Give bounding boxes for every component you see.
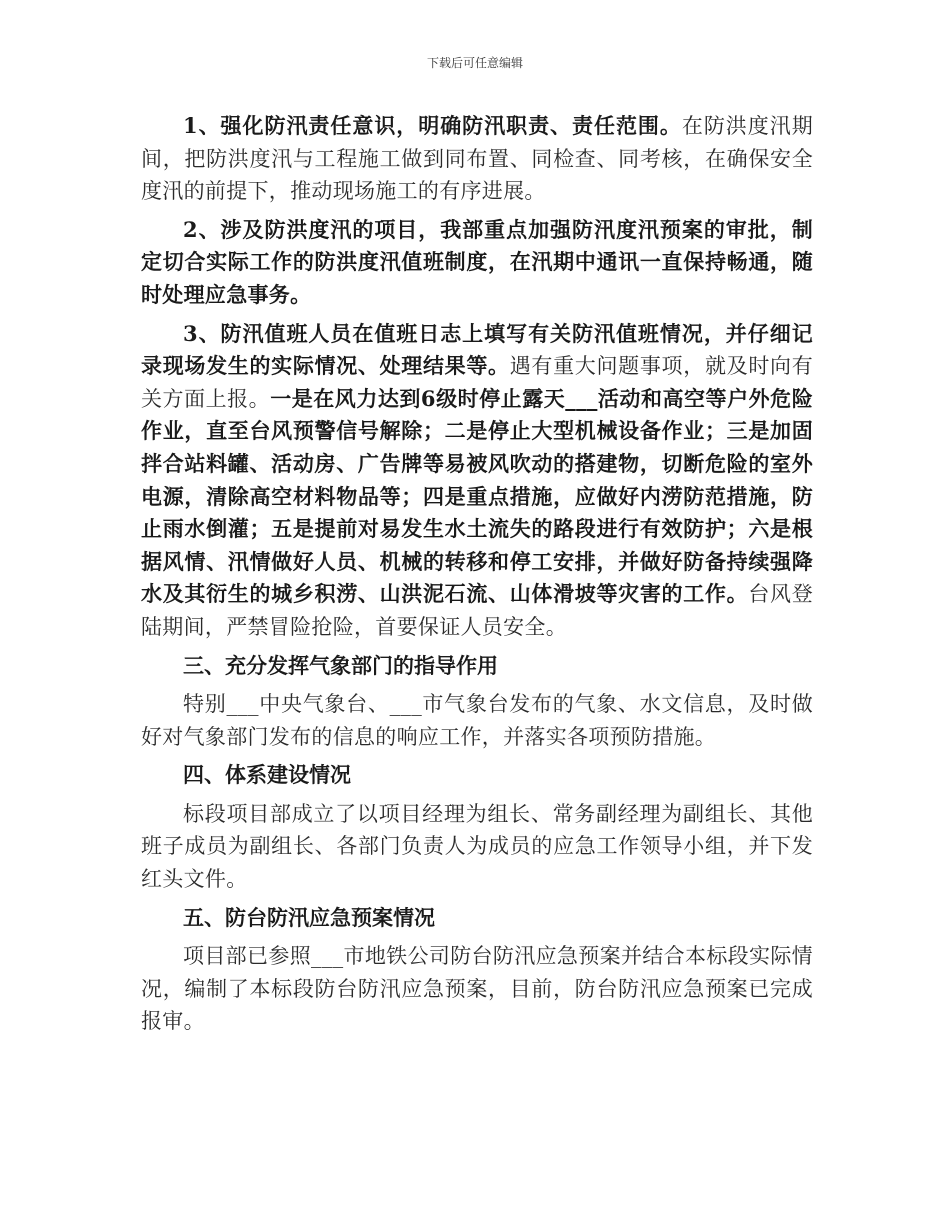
paragraph-1 [141, 110, 813, 208]
paragraph-3-bold-2: 一是在风力达到6级时停止露天___活动和高空等户外危险作业，直至台风预警信号解除；二是停止大型机械设备作业；三是加固拌合站料罐、活动房、广告牌等易被风吹动的搭建物，切断危险的室外电源，清除高空材料物品等；四是重点措施，应做好内涝防范措施，防止雨水倒灌；五是提前对易发生水土流失的路段进行有效防护；六是根据风情、汛情做好人员、机械的转移和停工安排，并做好防备持续强降水及其衍生的城乡积涝、山洪泥石流、山体滑坡等灾害的工作。 [141, 385, 813, 607]
document-body [141, 110, 813, 1044]
section-heading-5: 五、防台防汛应急预案情况 [183, 904, 435, 930]
paragraph-3-bold-1: 3、防汛值班人员在值班日志上填写有关防汛值班情况，并仔细记录现场发生的实际情况、处理结果等。 [141, 320, 813, 379]
paragraph-3-text-1: 遇有重大问题事项，就及时向有关方面上报。 [141, 354, 813, 411]
section-heading-4: 四、体系建设情况 [183, 762, 351, 788]
paragraph-2 [141, 214, 813, 312]
paragraph-2-bold: 2、涉及防洪度汛的项目，我部重点加强防汛度汛预案的审批，制定切合实际工作的防洪度汛值班制度，在汛期中通讯一直保持畅通，随时处理应急事务。 [141, 216, 813, 307]
paragraph-1-text: 在防洪度汛期间，把防洪度汛与工程施工做到同布置、同检查、同考核，在确保安全度汛的前提下，推动现场施工的有序进展。 [141, 114, 813, 204]
section-heading-3: 三、充分发挥气象部门的指导作用 [183, 652, 498, 678]
paragraph-6: 项目部已参照___市地铁公司防台防汛应急预案并结合本标段实际情况，编制了本标段防台防汛应急预案，目前，防台防汛应急预案已完成报审。 [141, 944, 813, 1034]
paragraph-1-bold: 1、强化防汛责任意识，明确防汛职责、责任范围。 [183, 113, 682, 138]
paragraph-3-text-2: 台风登陆期间，严禁冒险抢险，首要保证人员安全。 [141, 582, 813, 639]
paragraph-3 [141, 318, 813, 644]
paragraph-5: 标段项目部成立了以项目经理为组长、常务副经理为副组长、其他班子成员为副组长、各部门负责人为成员的应急工作领导小组，并下发红头文件。 [141, 801, 813, 892]
page-header: 下载后可任意编辑 [426, 56, 523, 70]
paragraph-4: 特别___中央气象台、___市气象台发布的气象、水文信息，及时做好对气象部门发布的信息的响应工作，并落实各项预防措施。 [141, 692, 813, 749]
